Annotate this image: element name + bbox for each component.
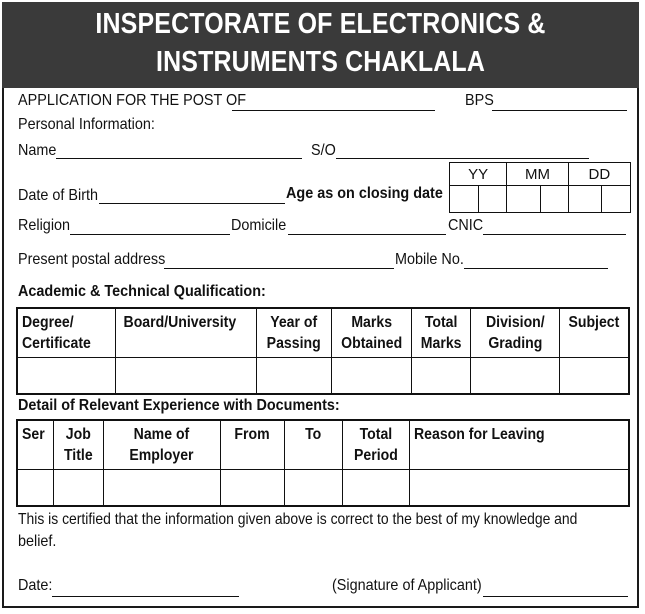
postal-address-label: Present postal address [18, 251, 166, 268]
job-title-header: Job Title [53, 420, 103, 470]
dob-field[interactable] [99, 203, 285, 204]
experience-heading: Detail of Relevant Experience with Documents: [18, 397, 340, 414]
date-label: Date: [18, 577, 53, 594]
so-label: S/O [311, 142, 336, 159]
mm-header: MM [507, 163, 568, 186]
subject-header: Subject [560, 308, 629, 358]
dd-cell-1[interactable] [568, 186, 602, 213]
degree-cell[interactable] [17, 358, 116, 394]
academic-table [16, 307, 630, 395]
signature-label: (Signature of Applicant) [332, 577, 482, 594]
bps-field[interactable] [492, 110, 627, 111]
from-cell[interactable] [220, 470, 284, 506]
header-title-line2: INSTRUMENTS CHAKLALA [155, 46, 486, 78]
age-date-grid [449, 162, 631, 213]
academic-heading: Academic & Technical Qualification: [18, 283, 266, 300]
total-period-header: Total Period [342, 420, 409, 470]
name-label: Name [18, 142, 57, 159]
form-header [2, 2, 639, 88]
division-header: Division/ Grading [471, 308, 560, 358]
total-marks-cell[interactable] [411, 358, 471, 394]
from-header: From [220, 420, 284, 470]
reason-cell[interactable] [409, 470, 629, 506]
total-period-cell[interactable] [342, 470, 409, 506]
mm-cell-2[interactable] [540, 186, 568, 213]
age-closing-label: Age as on closing date [286, 185, 443, 202]
job-title-cell[interactable] [53, 470, 103, 506]
reason-header: Reason for Leaving [409, 420, 629, 470]
mobile-label: Mobile No. [395, 251, 464, 268]
certification-text-line2: belief. [18, 533, 57, 550]
yy-cell-2[interactable] [478, 186, 507, 213]
to-cell[interactable] [284, 470, 342, 506]
postal-address-field[interactable] [164, 268, 394, 269]
marks-obtained-cell[interactable] [331, 358, 411, 394]
domicile-label: Domicile [231, 217, 287, 234]
dd-cell-2[interactable] [602, 186, 631, 213]
header-title-line1: INSPECTORATE OF ELECTRONICS & [95, 8, 546, 40]
application-post-label: APPLICATION FOR THE POST OF [18, 92, 247, 109]
board-cell[interactable] [116, 358, 257, 394]
religion-label: Religion [18, 217, 71, 234]
marks-obtained-header: Marks Obtained [331, 308, 411, 358]
board-header: Board/University [116, 308, 257, 358]
division-cell[interactable] [471, 358, 560, 394]
cnic-field[interactable] [483, 234, 626, 235]
dd-header: DD [568, 163, 630, 186]
total-marks-header: Total Marks [411, 308, 471, 358]
degree-header: Degree/ Certificate [17, 308, 116, 358]
ser-cell[interactable] [17, 470, 53, 506]
name-field[interactable] [56, 158, 302, 159]
mm-cell-1[interactable] [507, 186, 541, 213]
certification-text: This is certified that the information given above is correct to the best of my knowledge and [18, 511, 578, 528]
personal-info-label: Personal Information: [18, 116, 155, 133]
ser-header: Ser [17, 420, 53, 470]
religion-field[interactable] [70, 234, 230, 235]
employer-cell[interactable] [103, 470, 220, 506]
year-cell[interactable] [257, 358, 332, 394]
bps-label: BPS [465, 92, 494, 109]
dob-label: Date of Birth [18, 187, 99, 204]
yy-cell-1[interactable] [450, 186, 479, 213]
subject-cell[interactable] [560, 358, 629, 394]
cnic-label: CNIC [448, 217, 484, 234]
employer-header: Name of Employer [103, 420, 220, 470]
experience-table [16, 419, 630, 507]
so-field[interactable] [336, 158, 589, 159]
domicile-field[interactable] [288, 234, 446, 235]
signature-field[interactable] [483, 596, 628, 597]
to-header: To [284, 420, 342, 470]
post-field[interactable] [232, 110, 435, 111]
year-header: Year of Passing [257, 308, 332, 358]
mobile-field[interactable] [464, 268, 608, 269]
yy-header: YY [450, 163, 507, 186]
date-field[interactable] [52, 596, 239, 597]
